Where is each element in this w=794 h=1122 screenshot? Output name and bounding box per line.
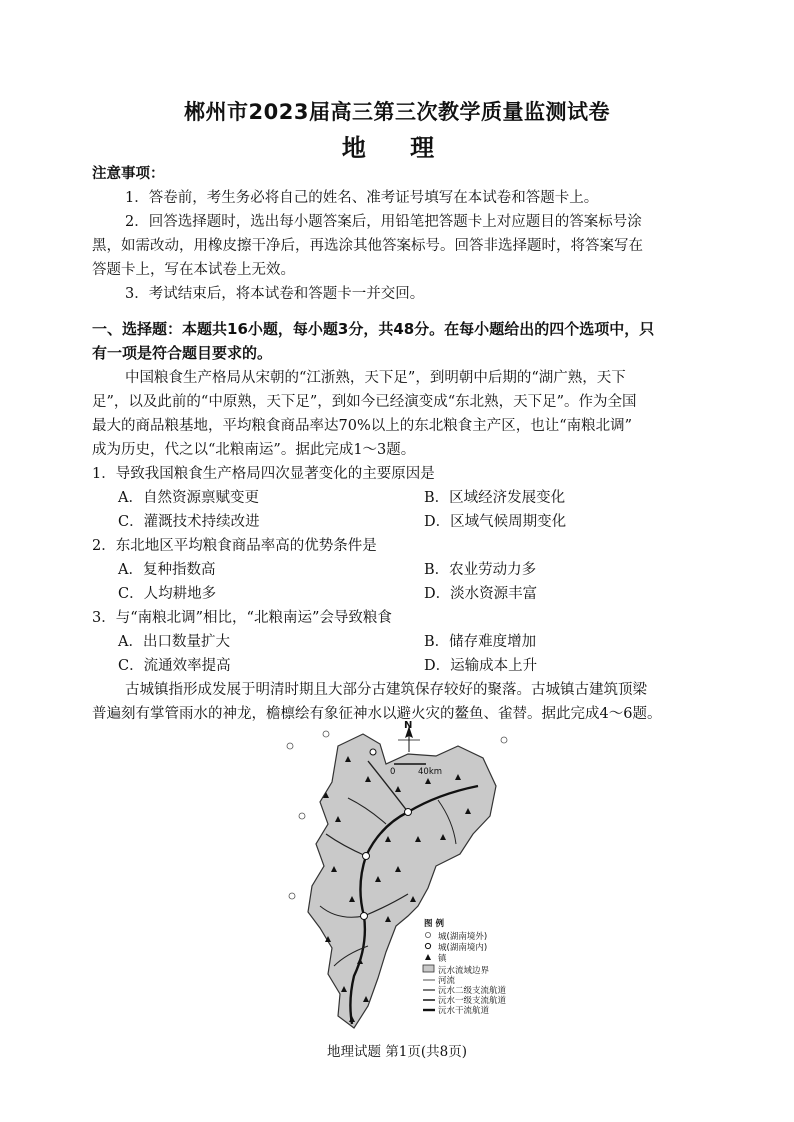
exam-title: 郴州市2023届高三第三次教学质量监测试卷 [184,100,610,124]
question-2-option-b: B．农业劳动力多 [424,562,537,578]
question-3-option-c: C．流通效率提高 [118,658,231,674]
notice-item-2-cont2: 答题卡上，写在本试卷上无效。 [92,262,295,278]
question-2-stem: 2．东北地区平均粮食商品率高的优势条件是 [92,538,377,554]
legend-basin-boundary: 沅水流域边界 [438,966,490,976]
page-footer: 地理试题 第1页(共8页) [326,1044,467,1060]
notice-heading: 注意事项： [92,166,165,182]
passage1-line-2: 足”，以及此前的“中原熟，天下足”，到如今已经演变成“东北熟，天下足”。作为全国 [92,394,637,410]
question-3-stem: 3．与“南粮北调”相比，“北粮南运”会导致粮食 [92,610,392,626]
question-3-option-a: A．出口数量扩大 [118,634,230,650]
north-label: N [404,720,413,731]
question-3-option-d: D．运输成本上升 [424,658,538,674]
question-1-option-b: B．区域经济发展变化 [424,490,566,506]
legend-town: 镇 [438,954,447,964]
section-heading-2: 有一项是符合题目要求的。 [92,344,273,362]
notice-item-2: 2．回答选择题时，选出每小题答案后，用铅笔把答题卡上对应题目的答案标号涂 [125,214,642,230]
passage1-line-1: 中国粮食生产格局从宋朝的“江浙熟，天下足”，到明朝中后期的“湖广熟，天下 [125,370,626,386]
question-2-option-d: D．淡水资源丰富 [424,586,538,602]
question-1-option-a: A．自然资源禀赋变更 [118,490,259,506]
notice-item-1: 1．答卷前，考生务必将自己的姓名、准考证号填写在本试卷和答题卡上。 [125,190,599,206]
passage2-line-2: 普遍刻有掌管雨水的神龙，檐檩绘有象征神水以避火灾的鳌鱼、雀替。据此完成4～6题。 [92,706,662,722]
legend-main-channel: 沅水干流航道 [438,1006,490,1016]
legend-city-outside: 城(湖南境外) [438,932,488,942]
passage1-line-3: 最大的商品粮基地，平均粮食商品率达70%以上的东北粮食主产区，也让“南粮北调” [92,418,633,434]
question-1-option-d: D．区域气候周期变化 [424,514,567,530]
passage1-line-4: 成为历史，代之以“北粮南运”。据此完成1～3题。 [92,442,416,458]
scale-zero-label: 0 [390,767,396,777]
legend-secondary-channel: 沅水二级支流航道 [438,986,507,996]
notice-item-2-cont: 黑，如需改动，用橡皮擦干净后，再选涂其他答案标号。回答非选择题时，将答案写在 [92,238,643,254]
question-1-option-c: C．灌溉技术持续改进 [118,514,260,530]
notice-item-3: 3．考试结束后，将本试卷和答题卡一并交回。 [125,286,425,302]
scale-distance-label: 40km [418,767,443,777]
legend-river: 河流 [438,976,456,986]
question-2-option-a: A．复种指数高 [118,562,216,578]
section-heading-1: 一、选择题：本题共16小题，每小题3分，共48分。在每小题给出的四个选项中，只 [92,320,655,338]
legend-title: 图 例 [424,919,444,929]
legend-primary-channel: 沅水一级支流航道 [438,996,507,1006]
question-1-stem: 1．导致我国粮食生产格局四次显著变化的主要原因是 [92,466,435,482]
yuanshui-basin-map [268,716,530,1034]
legend-city-inside: 城(湖南境内) [438,943,488,953]
question-2-option-c: C．人均耕地多 [118,586,217,602]
passage2-line-1: 古城镇指形成发展于明清时期且大部分古建筑保存较好的聚落。古城镇古建筑顶梁 [125,682,647,698]
question-3-option-b: B．储存难度增加 [424,634,537,650]
subject-title: 地 理 [341,134,453,162]
